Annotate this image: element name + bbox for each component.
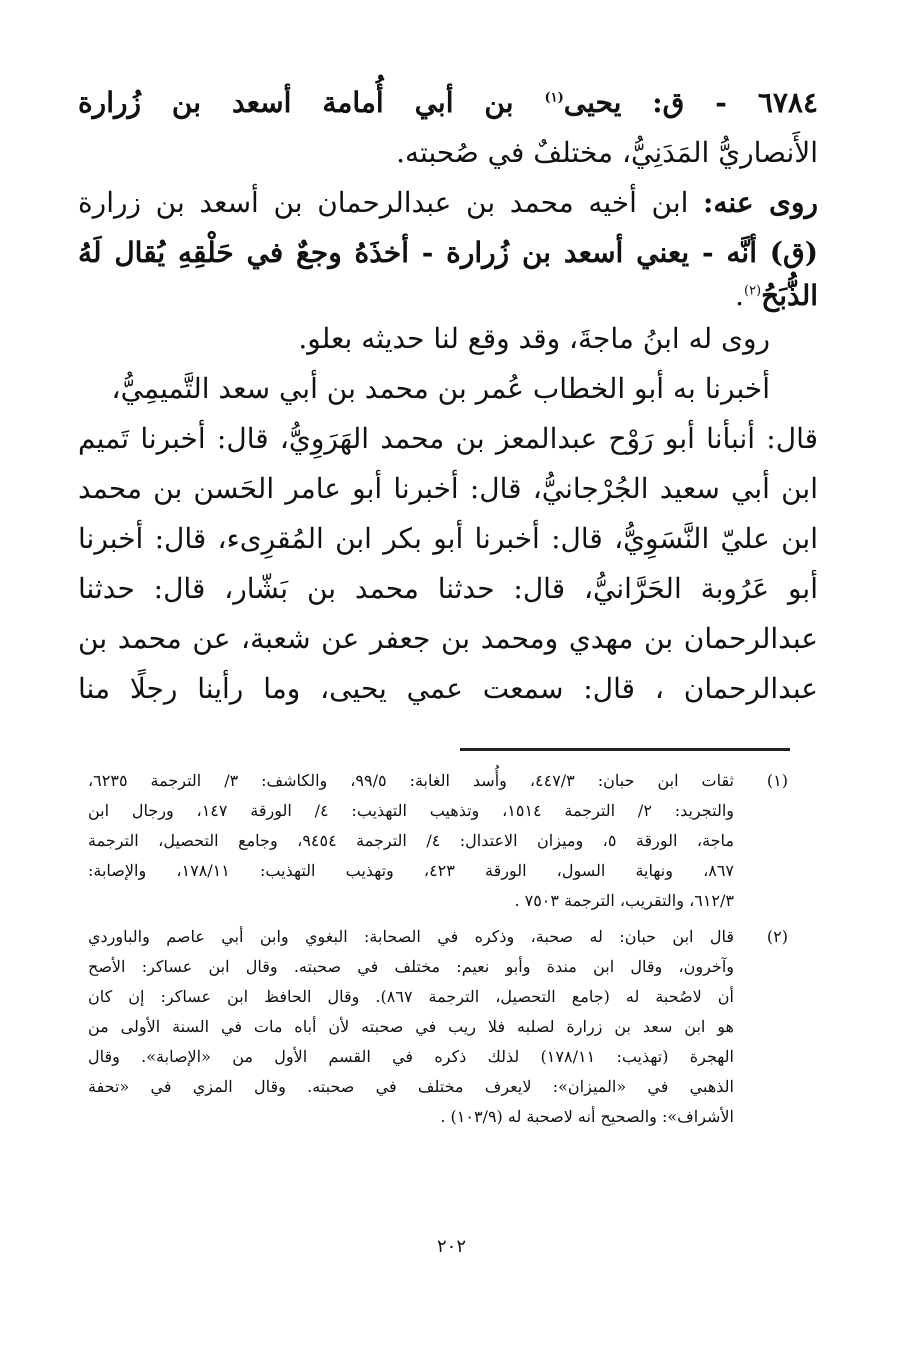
footnotes [88, 766, 788, 1138]
footnote-line: الذهبي في «الميزان»: لايعرف مختلف في صحبته. وقال المزي في «تحفة [88, 1077, 734, 1096]
footnote-number: (٢) [766, 927, 788, 946]
footnote-line: والتجريد: ٢/ الترجمة ١٥١٤، وتذهيب التهذيب: ٤/ الورقة ١٤٧، ورجال ابن [88, 801, 735, 820]
body-line: ابن أبي سعيد الجُرْجانيُّ، قال: أخبرنا أبو عامر الحَسن بن محمد [78, 472, 818, 505]
body-line: عبدالرحمان بن مهدي ومحمد بن جعفر عن شعبة، عن محمد بن [78, 622, 818, 655]
footnote-line: وآخرون، وقال ابن مندة وأبو نعيم: مختلف في صحبته. وقال ابن عساكر: الأصح [88, 957, 734, 976]
footnote-1 [88, 766, 788, 916]
entry-heading [78, 78, 818, 128]
footnote-line: ثقات ابن حبان: ٤٤٧/٣، وأُسد الغابة: ٩٩/٥، والكاشف: ٣/ الترجمة ٦٢٣٥، [88, 771, 734, 790]
dhubah-word: الذُّبَحُ [761, 279, 818, 312]
footnote-separator [460, 748, 790, 751]
footnote-ref-2: (٢) [743, 283, 762, 299]
rawa-anhu-text: ابن أخيه محمد بن عبدالرحمان بن أسعد بن زرارة [78, 186, 689, 219]
footnote-ref-1: (١) [544, 90, 564, 106]
footnote-line: ٨٦٧، ونهاية السول، الورقة ٤٢٣، وتهذيب التهذيب: ١٧٨/١١، والإصابة: [88, 861, 735, 880]
footnote-2 [88, 922, 788, 1132]
body-line: ابن عليّ النَّسَوِيُّ، قال: أخبرنا أبو بكر ابن المُقرِىء، قال: أخبرنا [78, 522, 818, 555]
line-end-period: . [735, 279, 744, 312]
main-text [78, 78, 818, 714]
page-number: ٢٠٢ [436, 1236, 466, 1257]
body-line: أخبرنا به أبو الخطاب عُمر بن محمد بن أبي سعد التَّميمِيُّ، [111, 372, 770, 405]
body-line: قال: أنبأنا أبو رَوْح عبدالمعز بن محمد الهَرَوِيُّ، قال: أخبرنا تَميم [78, 422, 818, 455]
entry-nisba: الأَنصاريُّ المَدَنِيُّ، مختلفٌ في صُحبته. [396, 136, 818, 169]
footnote-line: الأشراف»: والصحيح أنه لاصحبة له (١٠٣/٩) . [440, 1107, 734, 1126]
rawa-anhu-line-3 [78, 278, 818, 314]
footnote-line: ماجة، الورقة ٥، وميزان الاعتدال: ٤/ الترجمة ٩٤٥٤، وجامع التحصيل، الترجمة [88, 831, 734, 850]
body-line: أبو عَرُوبة الحَرَّانيُّ، قال: حدثنا محمد بن بَشّار، قال: حدثنا [78, 572, 818, 605]
rawa-anhu-label: روى عنه: [703, 186, 818, 219]
body-line: عبدالرحمان ، قال: سمعت عمي يحيى، وما رأينا رجلًا منا [78, 672, 818, 705]
footnote-line: الهجرة (تهذيب: ١٧٨/١١) لذلك ذكره في القسم الأول من «الإصابة». وقال [88, 1047, 735, 1066]
footnote-line: هو ابن سعد بن زرارة لصلبه فلا ريب في صحبته لأن أباه مات في السنة الأولى من [88, 1017, 734, 1036]
footnote-line: ٦١٢/٣، والتقريب، الترجمة ٧٥٠٣ . [514, 891, 734, 910]
entry-heading-rest: بن أبي أُمامة أسعد بن زُرارة [78, 86, 514, 119]
entry-number-name: ٦٧٨٤ - ق: يحيى [563, 86, 818, 119]
footnote-line: أن لاصُحبة له (جامع التحصيل، الترجمة ٨٦٧). وقال الحافظ ابن عساكر: إن كان [88, 987, 735, 1006]
footnote-number: (١) [766, 771, 788, 790]
footnote-line: قال ابن حبان: له صحبة، وذكره في الصحابة: البغوي وابن أبي عاصم والباوردي [88, 927, 734, 946]
rawa-anhu-line-2: (ق) أنَّه - يعني أسعد بن زُرارة - أخذَهُ وجعٌ في حَلْقِهِ يُقال لَهُ [78, 236, 818, 269]
rawa-anhu-line [78, 178, 818, 228]
body-line: روى له ابنُ ماجةَ، وقد وقع لنا حديثه بعلو. [298, 322, 770, 355]
